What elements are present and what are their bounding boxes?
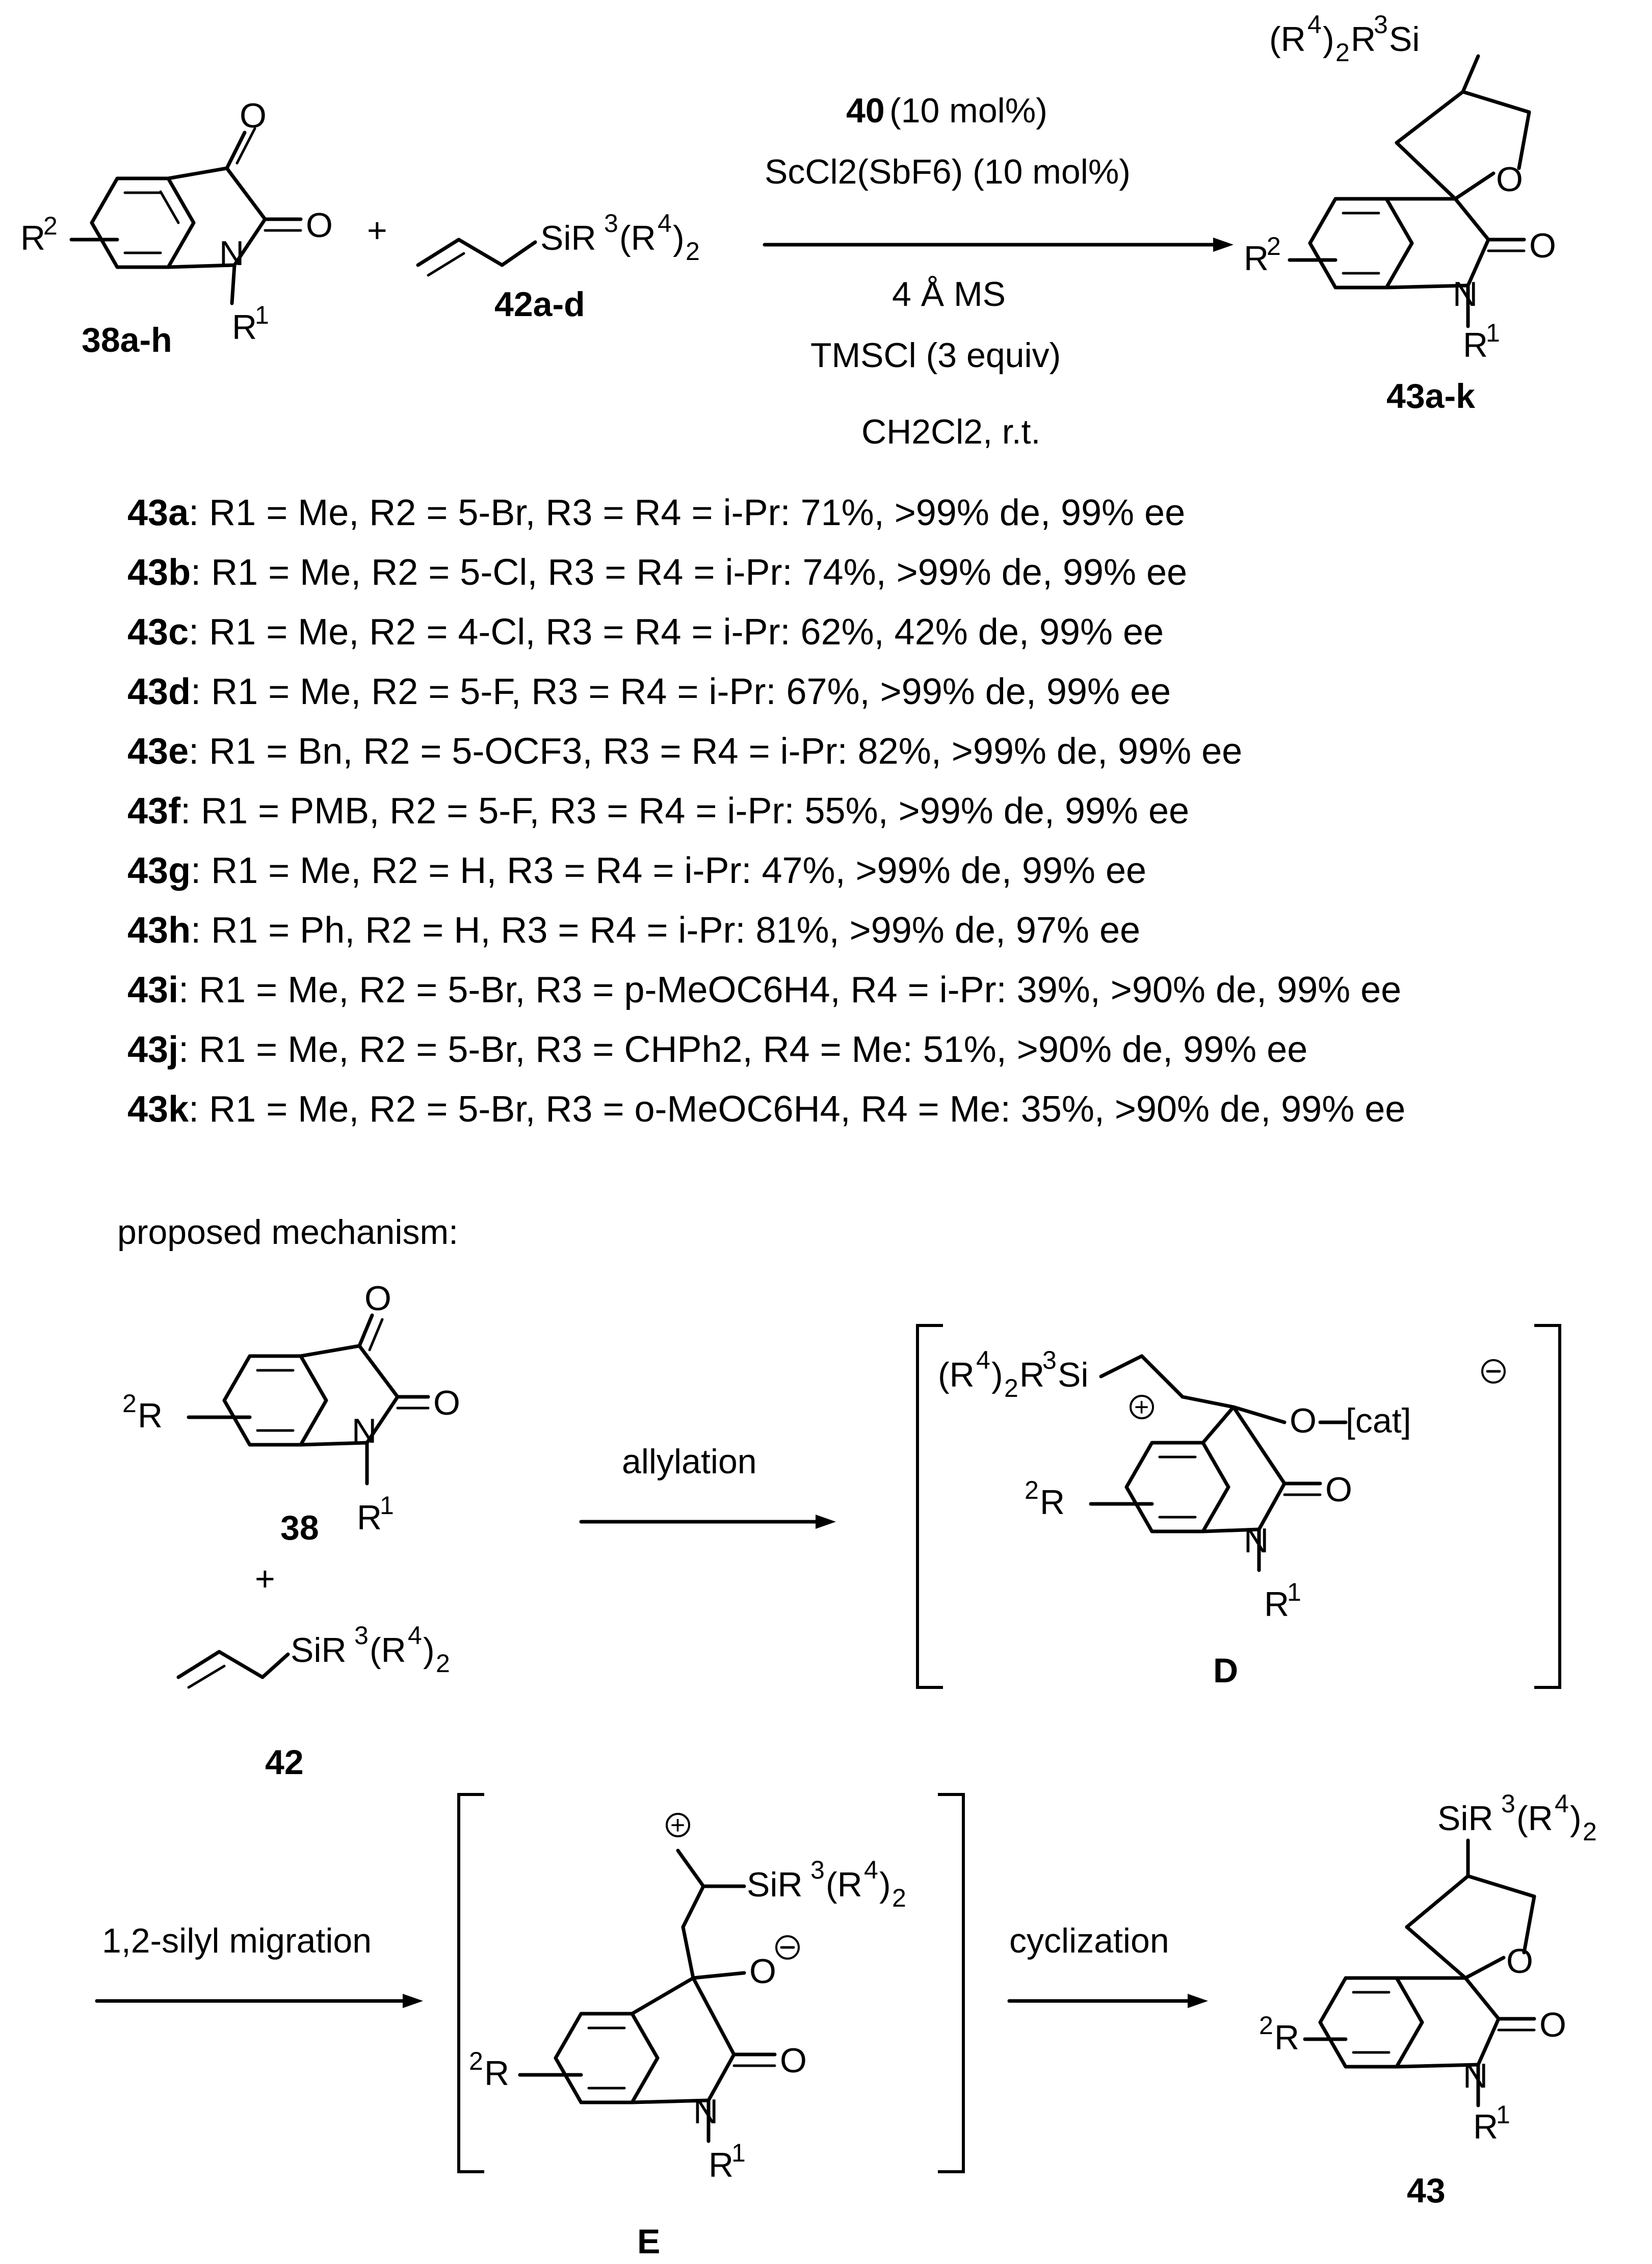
silane-label: 42 (265, 1743, 304, 1782)
svg-text:2: 2 (122, 1389, 137, 1418)
isatin-38 (122, 1279, 460, 1598)
svg-text:2: 2 (892, 1884, 906, 1912)
svg-text:4: 4 (864, 1856, 878, 1884)
svg-text:): ) (673, 219, 685, 257)
svg-text:1: 1 (1287, 1578, 1301, 1606)
svg-text:2: 2 (1583, 1817, 1597, 1846)
result-row-43j: 43j: R1 = Me, R2 = 5-Br, R3 = CHPh2, R4 = Me: 51%, >90% de, 99% ee (127, 1029, 1308, 1070)
svg-text:O: O (433, 1384, 460, 1422)
svg-text:1: 1 (1496, 2100, 1510, 2129)
svg-text:2: 2 (436, 1649, 450, 1678)
allylsilane-42 (178, 1621, 450, 1782)
svg-text:): ) (991, 1356, 1003, 1394)
svg-text:O: O (364, 1279, 391, 1318)
svg-text:SiR: SiR (540, 219, 596, 257)
cyclization-arrow (1009, 1921, 1208, 2008)
result-row-43f: 43f: R1 = PMB, R2 = 5-F, R3 = R4 = i-Pr: 55%, >99% de, 99% ee (127, 791, 1190, 831)
svg-text:R: R (709, 2146, 734, 2184)
svg-text:SiR: SiR (291, 1631, 347, 1670)
svg-text:O: O (1290, 1401, 1317, 1440)
svg-text:3: 3 (604, 209, 618, 238)
svg-text:): ) (423, 1631, 435, 1670)
svg-text:N: N (219, 234, 245, 273)
svg-text:4: 4 (658, 209, 672, 238)
intermediate-E (459, 1794, 963, 2261)
svg-text:SiR: SiR (747, 1865, 803, 1904)
svg-text:3: 3 (1042, 1346, 1057, 1374)
product-label: 43a-k (1386, 377, 1475, 415)
svg-text:1: 1 (255, 301, 269, 329)
svg-text:): ) (1570, 1799, 1582, 1838)
isatin-reactant (20, 96, 333, 359)
step-silyl-migration: 1,2-silyl migration (102, 1921, 372, 1960)
svg-text:+: + (255, 1559, 275, 1598)
allylsilane-reactant (418, 209, 700, 324)
svg-text:O: O (1496, 160, 1523, 199)
svg-text:O: O (306, 206, 333, 245)
svg-text:R: R (357, 1498, 382, 1537)
svg-text:N: N (1244, 1521, 1269, 1560)
svg-text:N: N (693, 2092, 719, 2131)
reactant2-label: 42a-d (494, 285, 585, 324)
svg-text:O: O (240, 96, 267, 135)
svg-text:Si: Si (1389, 20, 1420, 59)
intermediate-D (917, 1325, 1560, 1690)
svg-text:(R: (R (1516, 1799, 1553, 1838)
svg-text:R: R (20, 219, 46, 257)
svg-text:Si: Si (1058, 1356, 1089, 1394)
svg-text:3: 3 (1501, 1789, 1515, 1818)
svg-text:1: 1 (380, 1491, 394, 1520)
svg-text:R: R (1473, 2107, 1499, 2146)
result-row-43d: 43d: R1 = Me, R2 = 5-F, R3 = R4 = i-Pr: 67%, >99% de, 99% ee (127, 671, 1171, 712)
svg-text:4: 4 (976, 1346, 990, 1374)
isatin-label: 38 (280, 1508, 319, 1547)
svg-text:N: N (1453, 275, 1478, 314)
svg-text:O: O (749, 1952, 776, 1991)
svg-text:1: 1 (731, 2139, 746, 2167)
spiro-product (1244, 10, 1556, 415)
svg-text:R: R (232, 308, 257, 347)
svg-text:R: R (1274, 2018, 1300, 2057)
intermediate-E-label: E (637, 2222, 661, 2261)
svg-text:(R: (R (370, 1631, 406, 1670)
svg-text:N: N (1463, 2057, 1488, 2095)
svg-text:(R: (R (1269, 20, 1306, 59)
svg-text:R: R (1019, 1356, 1045, 1394)
intermediate-D-label: D (1213, 1651, 1239, 1690)
svg-text:R: R (1040, 1483, 1065, 1522)
svg-text:3: 3 (354, 1621, 369, 1650)
svg-text:R: R (484, 2054, 510, 2093)
svg-text:2: 2 (1267, 232, 1281, 261)
svg-text:2: 2 (1025, 1476, 1039, 1504)
svg-text:2: 2 (469, 2047, 483, 2075)
reactant1-label: 38a-h (82, 321, 172, 359)
result-row-43i: 43i: R1 = Me, R2 = 5-Br, R3 = p-MeOC6H4, R4 = i-Pr: 39%, >90% de, 99% ee (127, 970, 1402, 1010)
svg-text:O: O (1506, 1942, 1533, 1981)
svg-text:+: + (670, 1811, 686, 1839)
catalyst-loading: (10 mol%) (889, 91, 1047, 130)
catalyst-label: 40 (846, 91, 885, 130)
additive: 4 Å MS (892, 275, 1006, 314)
svg-text:): ) (1323, 20, 1334, 59)
svg-text:3: 3 (810, 1856, 825, 1884)
results-list (127, 492, 1405, 1130)
svg-text:2: 2 (43, 212, 58, 240)
svg-text:R: R (138, 1396, 163, 1435)
svg-text:O: O (1539, 2006, 1566, 2044)
result-row-43b: 43b: R1 = Me, R2 = 5-Cl, R3 = R4 = i-Pr: 74%, >99% de, 99% ee (127, 552, 1188, 593)
product-43 (1259, 1789, 1597, 2210)
svg-text:3: 3 (1374, 10, 1388, 39)
solvent: CH2Cl2, r.t. (861, 412, 1041, 451)
svg-text:(R: (R (826, 1865, 862, 1904)
result-row-43c: 43c: R1 = Me, R2 = 4-Cl, R3 = R4 = i-Pr: 62%, 42% de, 99% ee (127, 612, 1164, 653)
result-row-43k: 43k: R1 = Me, R2 = 5-Br, R3 = o-MeOC6H4, R4 = Me: 35%, >90% de, 99% ee (127, 1089, 1406, 1130)
svg-text:O: O (1325, 1470, 1352, 1509)
result-row-43h: 43h: R1 = Ph, R2 = H, R3 = R4 = i-Pr: 81%, >99% de, 97% ee (127, 910, 1141, 951)
result-row-43e: 43e: R1 = Bn, R2 = 5-OCF3, R3 = R4 = i-Pr: 82%, >99% de, 99% ee (127, 731, 1243, 772)
plus-sign: + (367, 211, 387, 250)
svg-text:4: 4 (1307, 10, 1322, 39)
svg-text:2: 2 (1259, 2011, 1273, 2040)
product-43-label: 43 (1407, 2171, 1446, 2210)
step-allylation: allylation (622, 1442, 757, 1481)
result-row-43a: 43a: R1 = Me, R2 = 5-Br, R3 = R4 = i-Pr: 71%, >99% de, 99% ee (127, 492, 1186, 533)
svg-text:N: N (352, 1412, 377, 1450)
mechanism-heading: proposed mechanism: (117, 1213, 459, 1252)
lewis-acid: ScCl2(SbF6) (10 mol%) (765, 152, 1131, 191)
step-cyclization: cyclization (1009, 1921, 1169, 1960)
svg-text:R: R (1244, 239, 1269, 278)
svg-text:R: R (1463, 326, 1488, 365)
allylation-arrow (581, 1442, 836, 1529)
svg-text:R: R (1351, 20, 1376, 59)
svg-text:): ) (879, 1865, 891, 1904)
reaction-conditions (765, 91, 1234, 451)
svg-text:SiR: SiR (1437, 1799, 1493, 1838)
silyl-migration-arrow (97, 1921, 423, 2008)
svg-text:1: 1 (1486, 319, 1500, 347)
svg-text:2: 2 (1335, 38, 1350, 67)
svg-text:(R: (R (619, 219, 656, 257)
svg-text:(R: (R (938, 1356, 975, 1394)
reagent: TMSCl (3 equiv) (810, 336, 1061, 375)
svg-text:4: 4 (1555, 1789, 1569, 1818)
svg-text:O: O (1529, 226, 1556, 265)
svg-text:4: 4 (408, 1621, 422, 1650)
svg-text:2: 2 (686, 237, 700, 266)
svg-text:+: + (1134, 1393, 1149, 1421)
result-row-43g: 43g: R1 = Me, R2 = H, R3 = R4 = i-Pr: 47%, >99% de, 99% ee (127, 850, 1147, 891)
svg-text:2: 2 (1004, 1374, 1018, 1402)
svg-text:O: O (780, 2041, 807, 2080)
cat-label: [cat] (1346, 1401, 1411, 1440)
svg-text:R: R (1264, 1585, 1290, 1624)
